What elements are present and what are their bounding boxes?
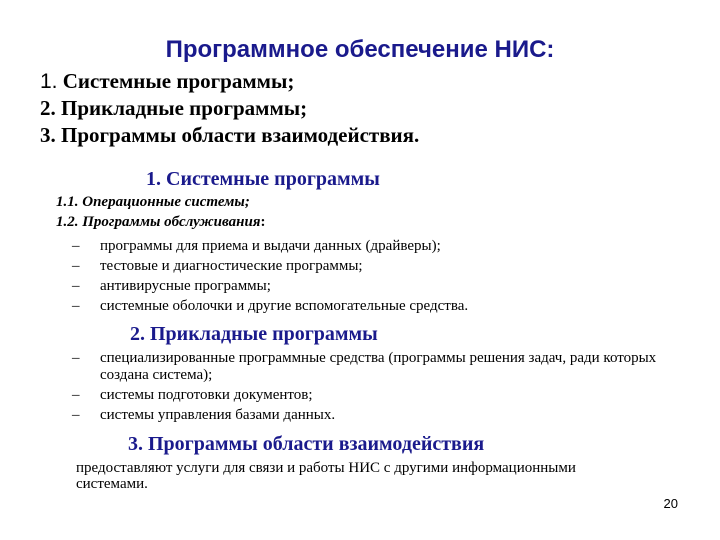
- subsection-os: 1.1. Операционные системы;: [56, 194, 250, 210]
- list-item: [72, 276, 682, 296]
- intro-item-label: Системные программы;: [57, 69, 295, 93]
- subsection-service-colon: :: [260, 214, 266, 230]
- dash-bullet: –: [72, 350, 80, 366]
- section-heading-system: 1. Системные программы: [146, 168, 380, 190]
- list-item-text: системы подготовки документов;: [100, 387, 313, 403]
- section-heading-applied: 2. Прикладные программы: [130, 323, 378, 345]
- page-number: 20: [663, 496, 678, 511]
- intro-item-applied: [40, 95, 700, 122]
- dash-bullet: –: [72, 278, 80, 294]
- list-item-text: тестовые и диагностические программы;: [100, 258, 363, 274]
- dash-bullet: –: [72, 387, 80, 403]
- list-item-text: антивирусные программы;: [100, 278, 271, 294]
- dash-bullet: –: [72, 407, 80, 423]
- section-heading-interaction: 3. Программы области взаимодействия: [128, 433, 485, 455]
- list-item-text: программы для приема и выдачи данных (драйверы);: [100, 238, 441, 254]
- subsection-service-label: 1.2. Программы обслуживания: [56, 214, 261, 230]
- applied-programs-list: [72, 350, 682, 424]
- list-item: [72, 256, 682, 276]
- slide-title: Программное обеспечение НИС:: [165, 36, 555, 63]
- dash-bullet: –: [72, 258, 80, 274]
- dash-bullet: –: [72, 238, 80, 254]
- list-item-text: системы управления базами данных.: [100, 407, 336, 423]
- dash-bullet: –: [72, 298, 80, 314]
- list-item: [72, 350, 682, 384]
- list-item: [72, 387, 682, 404]
- intro-item-number: 1.: [40, 70, 58, 93]
- system-programs-list: [72, 236, 682, 316]
- intro-item-label: Программы области взаимодействия.: [55, 123, 420, 147]
- list-item: [72, 236, 682, 256]
- intro-item-label: Прикладные программы;: [55, 96, 308, 120]
- intro-list: [40, 68, 700, 149]
- list-item: [72, 407, 682, 424]
- intro-item-system: [40, 68, 700, 95]
- intro-item-number: 3.: [40, 123, 56, 147]
- list-item-text: специализированные программные средства (программы решения задач, ради которых создана система);: [100, 350, 657, 383]
- subsection-service: [56, 214, 266, 231]
- intro-item-number: 2.: [40, 96, 56, 120]
- intro-item-interaction: [40, 122, 700, 149]
- list-item: [72, 296, 682, 316]
- interaction-description: предоставляют услуги для связи и работы НИС с другими информационными системами.: [76, 460, 576, 492]
- list-item-text: системные оболочки и другие вспомогательные средства.: [100, 298, 469, 314]
